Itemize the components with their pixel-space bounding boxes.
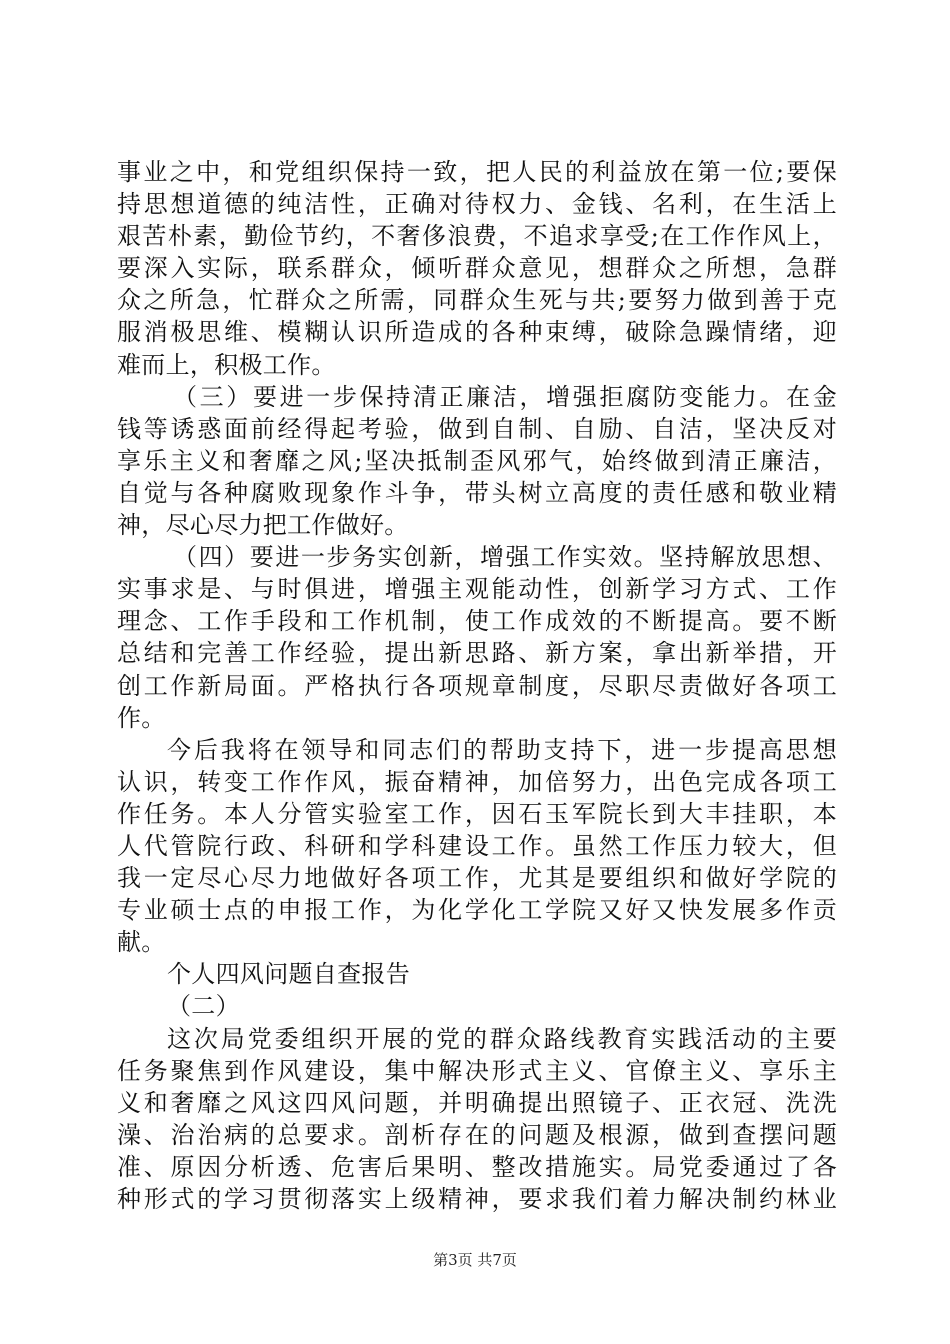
text-line: 准、原因分析透、危害后果明、整改措施实。局党委通过了各 xyxy=(117,1152,837,1181)
text-line: 人代管院行政、科研和学科建设工作。虽然工作压力较大，但 xyxy=(117,831,837,860)
text-line: 服消极思维、模糊认识所造成的各种束缚，破除急躁情绪，迎 xyxy=(117,318,837,347)
text-line: 义和奢靡之风这四风问题，并明确提出照镜子、正衣冠、洗洗 xyxy=(117,1088,837,1117)
text-line: 澡、治治病的总要求。剖析存在的问题及根源，做到查摆问题 xyxy=(117,1120,837,1149)
text-line: 个人四风问题自查报告 xyxy=(167,960,410,989)
text-line: 今后我将在领导和同志们的帮助支持下，进一步提高思想 xyxy=(167,735,837,764)
text-line: 献。 xyxy=(117,928,166,957)
text-line: 专业硕士点的申报工作，为化学化工学院又好又快发展多作贡 xyxy=(117,896,837,925)
text-line: 总结和完善工作经验，提出新思路、新方案，拿出新举措，开 xyxy=(117,639,837,668)
page-footer: 第3页 共7页 xyxy=(433,1251,517,1269)
text-line: 创工作新局面。严格执行各项规章制度，尽职尽责做好各项工 xyxy=(117,671,837,700)
text-line: （四）要进一步务实创新，增强工作实效。坚持解放思想、 xyxy=(173,543,837,572)
text-line: 种形式的学习贯彻落实上级精神，要求我们着力解决制约林业 xyxy=(117,1185,837,1213)
text-line: 要深入实际，联系群众，倾听群众意见，想群众之所想，急群 xyxy=(117,254,837,283)
text-line: 神，尽心尽力把工作做好。 xyxy=(117,511,409,540)
text-line: 众之所急，忙群众之所需，同群众生死与共;要努力做到善于克 xyxy=(117,286,837,315)
text-line: 认识，转变工作作风，振奋精神，加倍努力，出色完成各项工 xyxy=(117,767,837,796)
text-line: 持思想道德的纯洁性，正确对待权力、金钱、名利，在生活上 xyxy=(117,190,837,219)
text-line: 这次局党委组织开展的党的群众路线教育实践活动的主要 xyxy=(167,1024,837,1053)
text-line: 我一定尽心尽力地做好各项工作，尤其是要组织和做好学院的 xyxy=(117,864,837,893)
text-line: 难而上，积极工作。 xyxy=(117,350,336,379)
text-line: 享乐主义和奢靡之风;坚决抵制歪风邪气，始终做到清正廉洁， xyxy=(117,446,837,475)
text-line: 任务聚焦到作风建设，集中解决形式主义、官僚主义、享乐主 xyxy=(117,1056,837,1085)
text-line: 理念、工作手段和工作机制，使工作成效的不断提高。要不断 xyxy=(117,607,837,636)
text-line: 钱等诱惑面前经得起考验，做到自制、自励、自洁，坚决反对 xyxy=(117,414,837,443)
text-line: 实事求是、与时俱进，增强主观能动性，创新学习方式、工作 xyxy=(117,575,837,604)
text-line: 事业之中，和党组织保持一致，把人民的利益放在第一位;要保 xyxy=(117,158,837,186)
text-line: 自觉与各种腐败现象作斗争，带头树立高度的责任感和敬业精 xyxy=(117,478,837,507)
text-line: （三）要进一步保持清正廉洁，增强拒腐防变能力。在金 xyxy=(173,382,837,411)
text-line: 艰苦朴素，勤俭节约，不奢侈浪费，不追求享受;在工作作风上， xyxy=(117,222,837,251)
document-body xyxy=(117,156,837,1215)
text-line: 作。 xyxy=(117,703,166,732)
text-line: （二） xyxy=(167,992,240,1021)
text-line: 作任务。本人分管实验室工作，因石玉军院长到大丰挂职，本 xyxy=(117,799,837,828)
